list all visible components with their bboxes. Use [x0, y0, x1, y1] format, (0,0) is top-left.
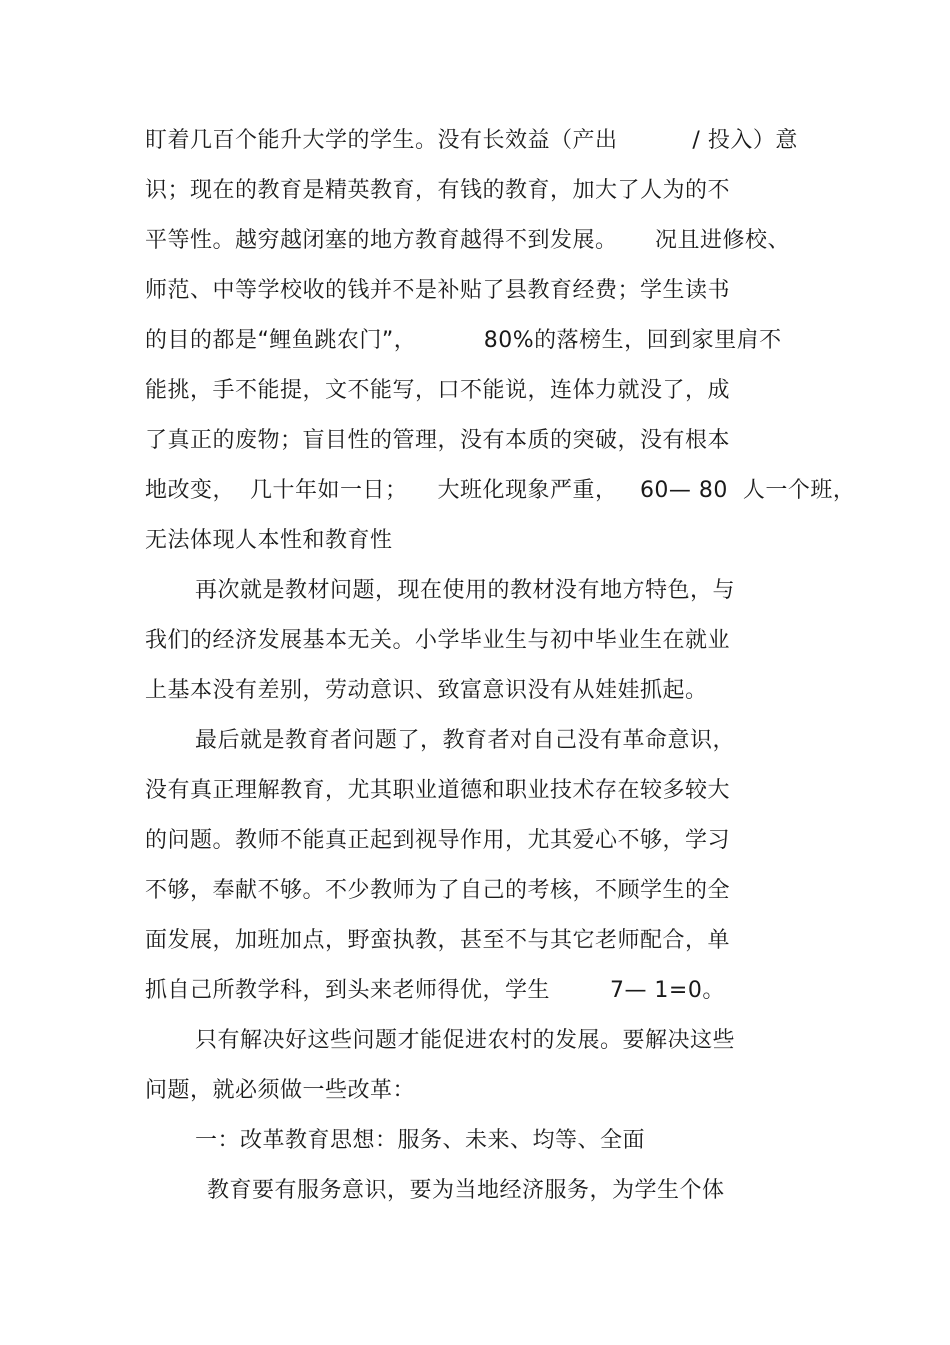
- text-line: 识；现在的教育是精英教育，有钱的教育，加大了人为的不: [145, 178, 731, 203]
- paragraph-first-line: 只有解决好这些问题才能促进农村的发展。要解决这些: [195, 1028, 736, 1053]
- text-line: 面发展，加班加点，野蛮执教，甚至不与其它老师配合，单: [145, 928, 731, 953]
- text-line: 无法体现人本性和教育性: [145, 528, 393, 553]
- text-line: 抓自己所教学科，到头来老师得优，学生 7— 1=0。: [145, 978, 725, 1003]
- paragraph-first-line: 教育要有服务意识，要为当地经济服务，为学生个体: [207, 1178, 725, 1203]
- text-line: 上基本没有差别，劳动意识、致富意识没有从娃娃抓起。: [145, 678, 708, 703]
- text-line: 盯着几百个能升大学的学生。没有长效益（产出 / 投入）意: [145, 128, 798, 153]
- text-line: 的问题。教师不能真正起到视导作用，尤其爱心不够，学习: [145, 828, 731, 853]
- paragraph-first-line: 最后就是教育者问题了，教育者对自己没有革命意识，: [195, 728, 736, 753]
- text-line: 我们的经济发展基本无关。小学毕业生与初中毕业生在就业: [145, 628, 731, 653]
- text-line: 了真正的废物；盲目性的管理，没有本质的突破，没有根本: [145, 428, 731, 453]
- section-heading: 一：改革教育思想：服务、未来、均等、全面: [195, 1128, 646, 1153]
- text-line: 没有真正理解教育，尤其职业道德和职业技术存在较多较大: [145, 778, 731, 803]
- text-line: 的目的都是“鲤鱼跳农门”， 80%的落榜生，回到家里肩不: [145, 328, 782, 353]
- text-line: 地改变， 几十年如一日； 大班化现象严重， 60— 80 人一个班，: [145, 478, 856, 503]
- paragraph-first-line: 再次就是教材问题，现在使用的教材没有地方特色，与: [195, 578, 736, 603]
- text-line: 问题，就必须做一些改革：: [145, 1078, 416, 1103]
- text-line: 平等性。越穷越闭塞的地方教育越得不到发展。 况且进修校、: [145, 228, 790, 253]
- text-line: 师范、中等学校收的钱并不是补贴了县教育经费；学生读书: [145, 278, 731, 303]
- text-line: 能挑，手不能提，文不能写，口不能说，连体力就没了，成: [145, 378, 731, 403]
- text-line: 不够，奉献不够。不少教师为了自己的考核，不顾学生的全: [145, 878, 731, 903]
